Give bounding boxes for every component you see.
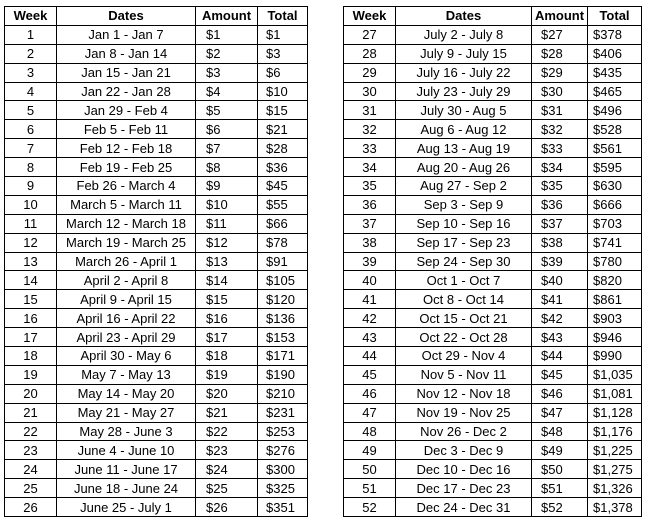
amount-cell: $5 (196, 101, 258, 120)
table-row (344, 214, 642, 233)
total-cell: $190 (258, 365, 308, 384)
table-row (344, 252, 642, 271)
amount-cell: $9 (196, 177, 258, 196)
week-cell: 35 (344, 177, 396, 196)
table-row (5, 309, 308, 328)
amount-cell: $29 (532, 63, 588, 82)
table-row (5, 82, 308, 101)
week-cell: 20 (5, 384, 57, 403)
total-cell: $210 (258, 384, 308, 403)
table-row (344, 290, 642, 309)
total-cell: $171 (258, 347, 308, 366)
table-row (5, 422, 308, 441)
week-cell: 25 (5, 479, 57, 498)
dates-cell: April 16 - April 22 (57, 309, 196, 328)
dates-cell: March 5 - March 11 (57, 195, 196, 214)
week-cell: 17 (5, 328, 57, 347)
total-cell: $21 (258, 120, 308, 139)
total-cell: $1,128 (588, 403, 642, 422)
amount-cell: $41 (532, 290, 588, 309)
table-row (344, 139, 642, 158)
table-row (5, 139, 308, 158)
week-cell: 52 (344, 498, 396, 517)
amount-cell: $12 (196, 233, 258, 252)
amount-cell: $11 (196, 214, 258, 233)
dates-cell: March 19 - March 25 (57, 233, 196, 252)
total-cell: $703 (588, 214, 642, 233)
amount-cell: $3 (196, 63, 258, 82)
dates-cell: Dec 3 - Dec 9 (396, 441, 532, 460)
table-body (5, 25, 308, 516)
amount-cell: $49 (532, 441, 588, 460)
amount-cell: $17 (196, 328, 258, 347)
header-row (344, 7, 642, 26)
total-cell: $406 (588, 44, 642, 63)
header-dates: Dates (57, 7, 196, 26)
amount-cell: $8 (196, 158, 258, 177)
week-cell: 46 (344, 384, 396, 403)
dates-cell: July 9 - July 15 (396, 44, 532, 63)
amount-cell: $47 (532, 403, 588, 422)
table-row (344, 328, 642, 347)
dates-cell: April 30 - May 6 (57, 347, 196, 366)
week-cell: 23 (5, 441, 57, 460)
week-cell: 39 (344, 252, 396, 271)
header-week: Week (344, 7, 396, 26)
dates-cell: Sep 3 - Sep 9 (396, 195, 532, 214)
amount-cell: $22 (196, 422, 258, 441)
week-cell: 6 (5, 120, 57, 139)
amount-cell: $7 (196, 139, 258, 158)
dates-cell: Dec 24 - Dec 31 (396, 498, 532, 517)
total-cell: $325 (258, 479, 308, 498)
savings-table-weeks-1-26 (4, 6, 308, 517)
week-cell: 29 (344, 63, 396, 82)
total-cell: $1,326 (588, 479, 642, 498)
total-cell: $36 (258, 158, 308, 177)
table-row (5, 271, 308, 290)
table-row (344, 101, 642, 120)
week-cell: 16 (5, 309, 57, 328)
week-cell: 9 (5, 177, 57, 196)
table-row (344, 233, 642, 252)
header-row (5, 7, 308, 26)
total-cell: $946 (588, 328, 642, 347)
week-cell: 2 (5, 44, 57, 63)
table-row (5, 403, 308, 422)
amount-cell: $2 (196, 44, 258, 63)
amount-cell: $37 (532, 214, 588, 233)
total-cell: $990 (588, 347, 642, 366)
table-row (344, 384, 642, 403)
table-row (5, 460, 308, 479)
week-cell: 12 (5, 233, 57, 252)
week-cell: 26 (5, 498, 57, 517)
table-row (5, 177, 308, 196)
total-cell: $276 (258, 441, 308, 460)
dates-cell: March 26 - April 1 (57, 252, 196, 271)
dates-cell: Dec 17 - Dec 23 (396, 479, 532, 498)
week-cell: 27 (344, 25, 396, 44)
amount-cell: $25 (196, 479, 258, 498)
dates-cell: Jan 1 - Jan 7 (57, 25, 196, 44)
table-row (5, 328, 308, 347)
amount-cell: $6 (196, 120, 258, 139)
week-cell: 43 (344, 328, 396, 347)
week-cell: 5 (5, 101, 57, 120)
total-cell: $1,225 (588, 441, 642, 460)
week-cell: 1 (5, 25, 57, 44)
dates-cell: Oct 22 - Oct 28 (396, 328, 532, 347)
table-row (344, 460, 642, 479)
week-cell: 24 (5, 460, 57, 479)
dates-cell: May 7 - May 13 (57, 365, 196, 384)
amount-cell: $42 (532, 309, 588, 328)
table-row (5, 25, 308, 44)
header-dates: Dates (396, 7, 532, 26)
total-cell: $45 (258, 177, 308, 196)
week-cell: 49 (344, 441, 396, 460)
week-cell: 34 (344, 158, 396, 177)
dates-cell: Oct 29 - Nov 4 (396, 347, 532, 366)
table-row (344, 309, 642, 328)
dates-cell: Jan 22 - Jan 28 (57, 82, 196, 101)
table-row (344, 441, 642, 460)
table-row (344, 271, 642, 290)
week-cell: 36 (344, 195, 396, 214)
week-cell: 11 (5, 214, 57, 233)
table-row (344, 479, 642, 498)
total-cell: $231 (258, 403, 308, 422)
amount-cell: $36 (532, 195, 588, 214)
dates-cell: Aug 13 - Aug 19 (396, 139, 532, 158)
total-cell: $253 (258, 422, 308, 441)
table-header (5, 7, 308, 26)
amount-cell: $13 (196, 252, 258, 271)
table-row (344, 158, 642, 177)
amount-cell: $45 (532, 365, 588, 384)
total-cell: $351 (258, 498, 308, 517)
total-cell: $15 (258, 101, 308, 120)
dates-cell: Feb 5 - Feb 11 (57, 120, 196, 139)
header-total: Total (588, 7, 642, 26)
table-row (344, 422, 642, 441)
dates-cell: Dec 10 - Dec 16 (396, 460, 532, 479)
amount-cell: $23 (196, 441, 258, 460)
amount-cell: $39 (532, 252, 588, 271)
total-cell: $91 (258, 252, 308, 271)
table-row (344, 177, 642, 196)
total-cell: $55 (258, 195, 308, 214)
week-cell: 37 (344, 214, 396, 233)
week-cell: 33 (344, 139, 396, 158)
amount-cell: $31 (532, 101, 588, 120)
table-row (344, 498, 642, 517)
dates-cell: Aug 20 - Aug 26 (396, 158, 532, 177)
week-cell: 30 (344, 82, 396, 101)
total-cell: $465 (588, 82, 642, 101)
week-cell: 32 (344, 120, 396, 139)
total-cell: $1,176 (588, 422, 642, 441)
total-cell: $120 (258, 290, 308, 309)
dates-cell: Oct 8 - Oct 14 (396, 290, 532, 309)
week-cell: 47 (344, 403, 396, 422)
amount-cell: $50 (532, 460, 588, 479)
week-cell: 31 (344, 101, 396, 120)
week-cell: 3 (5, 63, 57, 82)
total-cell: $528 (588, 120, 642, 139)
dates-cell: June 18 - June 24 (57, 479, 196, 498)
week-cell: 8 (5, 158, 57, 177)
total-cell: $1,035 (588, 365, 642, 384)
total-cell: $300 (258, 460, 308, 479)
amount-cell: $21 (196, 403, 258, 422)
total-cell: $1,378 (588, 498, 642, 517)
table-row (5, 498, 308, 517)
total-cell: $66 (258, 214, 308, 233)
amount-cell: $1 (196, 25, 258, 44)
total-cell: $378 (588, 25, 642, 44)
amount-cell: $30 (532, 82, 588, 101)
dates-cell: June 11 - June 17 (57, 460, 196, 479)
table-row (5, 195, 308, 214)
table-row (5, 63, 308, 82)
week-cell: 50 (344, 460, 396, 479)
dates-cell: June 25 - July 1 (57, 498, 196, 517)
amount-cell: $27 (532, 25, 588, 44)
dates-cell: Sep 17 - Sep 23 (396, 233, 532, 252)
table-body (344, 25, 642, 516)
dates-cell: Jan 29 - Feb 4 (57, 101, 196, 120)
week-cell: 44 (344, 347, 396, 366)
table-row (5, 384, 308, 403)
table-row (5, 252, 308, 271)
header-week: Week (5, 7, 57, 26)
week-cell: 4 (5, 82, 57, 101)
total-cell: $561 (588, 139, 642, 158)
table-row (344, 63, 642, 82)
table-row (344, 403, 642, 422)
dates-cell: Jan 15 - Jan 21 (57, 63, 196, 82)
dates-cell: Oct 1 - Oct 7 (396, 271, 532, 290)
total-cell: $136 (258, 309, 308, 328)
table-row (344, 44, 642, 63)
amount-cell: $18 (196, 347, 258, 366)
week-cell: 10 (5, 195, 57, 214)
amount-cell: $52 (532, 498, 588, 517)
total-cell: $903 (588, 309, 642, 328)
amount-cell: $15 (196, 290, 258, 309)
week-cell: 15 (5, 290, 57, 309)
table-row (344, 120, 642, 139)
table-row (5, 479, 308, 498)
total-cell: $6 (258, 63, 308, 82)
dates-cell: April 2 - April 8 (57, 271, 196, 290)
dates-cell: March 12 - March 18 (57, 214, 196, 233)
week-cell: 48 (344, 422, 396, 441)
dates-cell: Sep 24 - Sep 30 (396, 252, 532, 271)
table-row (344, 195, 642, 214)
total-cell: $78 (258, 233, 308, 252)
dates-cell: May 21 - May 27 (57, 403, 196, 422)
dates-cell: July 2 - July 8 (396, 25, 532, 44)
savings-table-weeks-27-52 (343, 6, 642, 517)
week-cell: 22 (5, 422, 57, 441)
dates-cell: April 9 - April 15 (57, 290, 196, 309)
amount-cell: $44 (532, 347, 588, 366)
amount-cell: $14 (196, 271, 258, 290)
table-row (5, 290, 308, 309)
table-row (5, 214, 308, 233)
amount-cell: $35 (532, 177, 588, 196)
total-cell: $630 (588, 177, 642, 196)
amount-cell: $33 (532, 139, 588, 158)
week-cell: 18 (5, 347, 57, 366)
table-row (5, 101, 308, 120)
table-row (5, 158, 308, 177)
total-cell: $820 (588, 271, 642, 290)
total-cell: $1,275 (588, 460, 642, 479)
total-cell: $1,081 (588, 384, 642, 403)
week-cell: 41 (344, 290, 396, 309)
table-header (344, 7, 642, 26)
total-cell: $28 (258, 139, 308, 158)
week-cell: 14 (5, 271, 57, 290)
amount-cell: $38 (532, 233, 588, 252)
dates-cell: Nov 26 - Dec 2 (396, 422, 532, 441)
dates-cell: Sep 10 - Sep 16 (396, 214, 532, 233)
table-row (344, 82, 642, 101)
total-cell: $666 (588, 195, 642, 214)
dates-cell: April 23 - April 29 (57, 328, 196, 347)
header-amount: Amount (532, 7, 588, 26)
amount-cell: $28 (532, 44, 588, 63)
table-row (5, 44, 308, 63)
total-cell: $1 (258, 25, 308, 44)
amount-cell: $32 (532, 120, 588, 139)
table-row (344, 25, 642, 44)
dates-cell: May 28 - June 3 (57, 422, 196, 441)
total-cell: $10 (258, 82, 308, 101)
total-cell: $780 (588, 252, 642, 271)
table-row (5, 441, 308, 460)
table-row (5, 120, 308, 139)
week-cell: 7 (5, 139, 57, 158)
dates-cell: July 30 - Aug 5 (396, 101, 532, 120)
dates-cell: May 14 - May 20 (57, 384, 196, 403)
dates-cell: Aug 27 - Sep 2 (396, 177, 532, 196)
amount-cell: $4 (196, 82, 258, 101)
dates-cell: Aug 6 - Aug 12 (396, 120, 532, 139)
table-row (5, 233, 308, 252)
amount-cell: $46 (532, 384, 588, 403)
total-cell: $595 (588, 158, 642, 177)
dates-cell: Jan 8 - Jan 14 (57, 44, 196, 63)
dates-cell: July 16 - July 22 (396, 63, 532, 82)
amount-cell: $16 (196, 309, 258, 328)
dates-cell: July 23 - July 29 (396, 82, 532, 101)
week-cell: 45 (344, 365, 396, 384)
amount-cell: $34 (532, 158, 588, 177)
table-row (344, 365, 642, 384)
amount-cell: $40 (532, 271, 588, 290)
amount-cell: $20 (196, 384, 258, 403)
dates-cell: Feb 26 - March 4 (57, 177, 196, 196)
week-cell: 19 (5, 365, 57, 384)
total-cell: $861 (588, 290, 642, 309)
amount-cell: $26 (196, 498, 258, 517)
table-row (344, 347, 642, 366)
amount-cell: $43 (532, 328, 588, 347)
dates-cell: June 4 - June 10 (57, 441, 196, 460)
header-total: Total (258, 7, 308, 26)
dates-cell: Oct 15 - Oct 21 (396, 309, 532, 328)
table-row (5, 365, 308, 384)
header-amount: Amount (196, 7, 258, 26)
amount-cell: $19 (196, 365, 258, 384)
total-cell: $741 (588, 233, 642, 252)
dates-cell: Feb 19 - Feb 25 (57, 158, 196, 177)
week-cell: 40 (344, 271, 396, 290)
amount-cell: $10 (196, 195, 258, 214)
amount-cell: $24 (196, 460, 258, 479)
amount-cell: $48 (532, 422, 588, 441)
total-cell: $3 (258, 44, 308, 63)
amount-cell: $51 (532, 479, 588, 498)
dates-cell: Nov 12 - Nov 18 (396, 384, 532, 403)
table-row (5, 347, 308, 366)
week-cell: 13 (5, 252, 57, 271)
week-cell: 28 (344, 44, 396, 63)
week-cell: 42 (344, 309, 396, 328)
total-cell: $153 (258, 328, 308, 347)
dates-cell: Feb 12 - Feb 18 (57, 139, 196, 158)
dates-cell: Nov 19 - Nov 25 (396, 403, 532, 422)
total-cell: $496 (588, 101, 642, 120)
total-cell: $105 (258, 271, 308, 290)
week-cell: 21 (5, 403, 57, 422)
dates-cell: Nov 5 - Nov 11 (396, 365, 532, 384)
week-cell: 38 (344, 233, 396, 252)
week-cell: 51 (344, 479, 396, 498)
total-cell: $435 (588, 63, 642, 82)
